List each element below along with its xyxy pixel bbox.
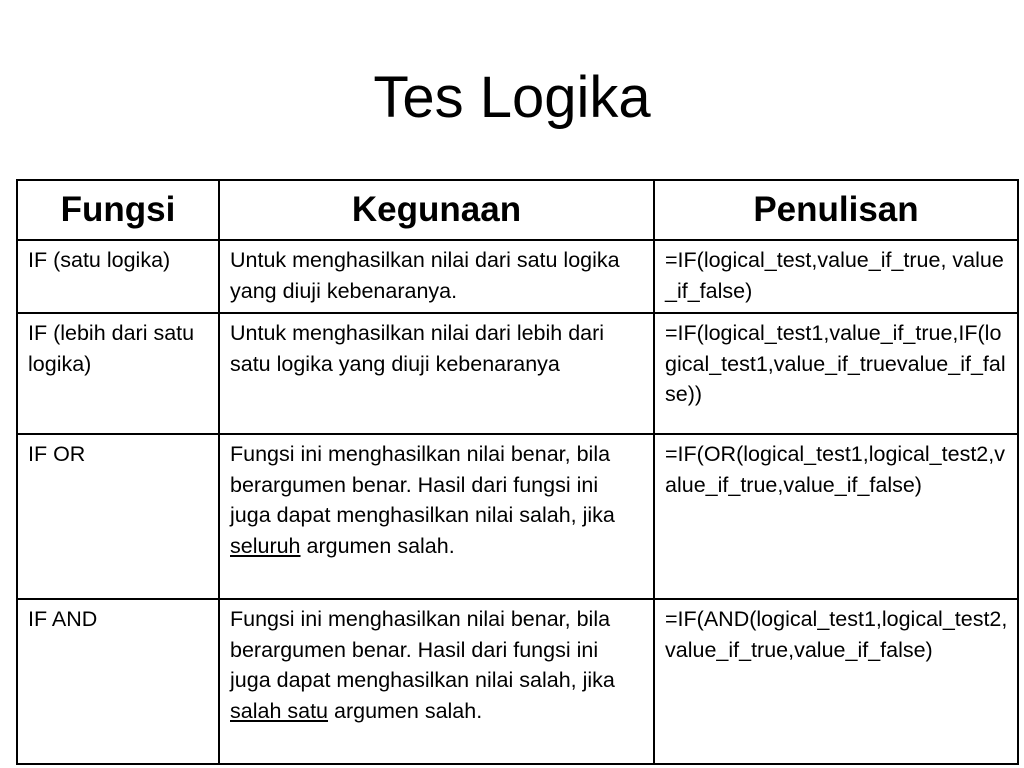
cell-fungsi: IF AND [17, 599, 219, 764]
table-row [17, 240, 1018, 313]
kegunaan-text: argumen salah. [328, 698, 483, 723]
table-row [17, 313, 1018, 434]
cell-kegunaan [219, 599, 654, 764]
kegunaan-text: argumen salah. [300, 533, 455, 558]
slide-title: Tes Logika [373, 65, 651, 130]
cell-penulisan: =IF(logical_test1,value_if_true,IF(logical_test1,value_if_truevalue_if_false)) [654, 313, 1018, 434]
table-row [17, 434, 1018, 599]
header-fungsi: Fungsi [17, 180, 219, 240]
cell-penulisan: =IF(logical_test,value_if_true, value_if_false) [654, 240, 1018, 313]
table-header-row [17, 180, 1018, 240]
cell-kegunaan: Untuk menghasilkan nilai dari satu logika yang diuji kebenaranya. [219, 240, 654, 313]
kegunaan-underlined-text: seluruh [230, 533, 301, 558]
cell-fungsi: IF (lebih dari satu logika) [17, 313, 219, 434]
cell-penulisan: =IF(AND(logical_test1,logical_test2,value_if_true,value_if_false) [654, 599, 1018, 764]
header-penulisan: Penulisan [654, 180, 1018, 240]
cell-kegunaan: Untuk menghasilkan nilai dari lebih dari satu logika yang diuji kebenaranya [219, 313, 654, 434]
kegunaan-text: Fungsi ini menghasilkan nilai benar, bila berargumen benar. Hasil dari fungsi ini juga dapat menghasilkan nilai salah, jika [230, 607, 615, 692]
cell-fungsi: IF OR [17, 434, 219, 599]
kegunaan-underlined-text: salah satu [230, 698, 329, 723]
cell-kegunaan [219, 434, 654, 599]
kegunaan-text: Fungsi ini menghasilkan nilai benar, bila berargumen benar. Hasil dari fungsi ini juga dapat menghasilkan nilai salah, jika [230, 442, 615, 527]
cell-penulisan: =IF(OR(logical_test1,logical_test2,value_if_true,value_if_false) [654, 434, 1018, 599]
header-kegunaan: Kegunaan [219, 180, 654, 240]
logic-functions-table [16, 179, 1019, 765]
cell-fungsi: IF (satu logika) [17, 240, 219, 313]
table-row [17, 599, 1018, 764]
